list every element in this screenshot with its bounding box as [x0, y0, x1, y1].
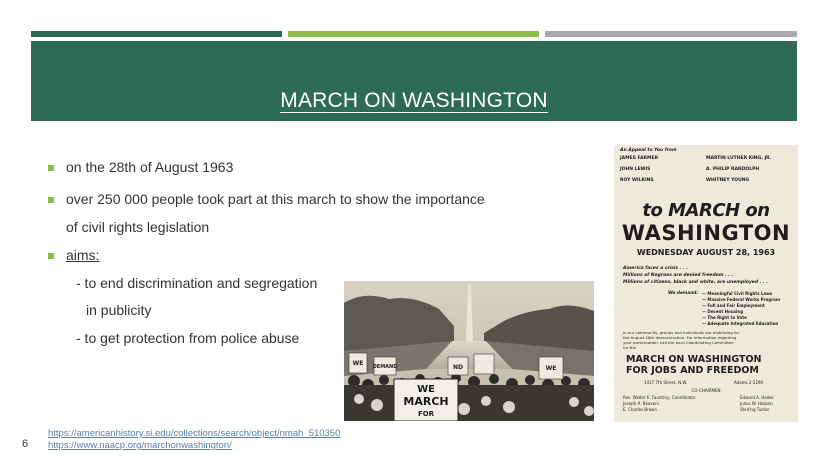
poster-demand-3: — Full and Fair Employment — [702, 303, 765, 308]
aim-discrimination-line2: in publicity — [86, 302, 152, 318]
photo-sign-small-2: DEMAND — [372, 364, 398, 370]
bullet-participants-line2: of civil rights legislation — [66, 219, 210, 235]
poster-community-4: for the — [623, 345, 636, 350]
poster-name-left-2: JOHN LEWIS — [620, 167, 651, 172]
poster-demand-1: — Meaningful Civil Rights Laws — [702, 291, 773, 296]
accent-bar-light-green — [288, 31, 539, 37]
poster-community-3: your participation, call the local Coordinating Committee — [623, 340, 734, 345]
poster-demand-4: — Decent Housing — [702, 309, 744, 314]
poster-demand-label: We demand: — [668, 291, 699, 296]
bullet-participants-line1: over 250 000 people took part at this march to show the importance — [66, 191, 485, 207]
poster-cochairmen: CO-CHAIRMEN — [691, 388, 721, 393]
poster-date: WEDNESDAY AUGUST 28, 1963 — [636, 248, 776, 257]
bullet-aims: aims: — [66, 247, 100, 263]
aim-discrimination-line1: - to end discrimination and segregation — [76, 275, 318, 291]
slide-title-text: MARCH ON WASHINGTON — [280, 89, 548, 112]
page-number: 6 — [22, 438, 29, 450]
poster-community-2: the August 28th demonstration. For information regarding — [623, 335, 737, 340]
bullet-marker — [48, 253, 54, 259]
photo-sign-small-4: WE — [545, 365, 557, 372]
source-links — [48, 428, 340, 452]
aim-police-protection: - to get protection from police abuse — [76, 330, 300, 346]
poster-demand-6: — Adequate Integrated Education — [702, 321, 779, 326]
photo-sign-main-3: FOR — [417, 410, 435, 418]
poster-signature-left-1: Rev. Walter E. Fauntroy, Coordinator — [623, 395, 696, 400]
photo-sign-small-1: WE — [352, 360, 364, 367]
poster-footer-1: MARCH ON WASHINGTON — [626, 354, 762, 365]
poster-signature-left-3: E. Charles Brown — [623, 407, 657, 412]
poster-name-right-1: MARTIN LUTHER KING, JR. — [706, 156, 772, 161]
title-banner — [31, 41, 797, 121]
source-link-naacp[interactable]: https://www.naacp.org/marchonwashington/ — [48, 440, 232, 451]
accent-bar-dark-green — [31, 31, 282, 37]
march-photo — [344, 281, 594, 421]
photo-sign-main-1: WE — [417, 384, 435, 395]
poster-footer-2: FOR JOBS AND FREEDOM — [626, 365, 759, 376]
poster-signature-left-2: Joseph A. Beavers — [623, 401, 659, 406]
poster-name-left-3: ROY WILKINS — [620, 178, 654, 183]
poster-signature-right-2: Julius W. Hobson — [740, 401, 773, 406]
poster-phone: Adams 2-2290 — [734, 380, 764, 385]
march-poster — [614, 145, 798, 422]
poster-appeal: An Appeal to You from — [620, 148, 677, 153]
poster-community-1: In our community, groups and individuals are mobilizing for — [623, 330, 740, 335]
poster-crisis-1: America faces a crisis . . . — [623, 266, 688, 271]
poster-crisis-2: Millions of Negroes are denied freedom . . . — [623, 273, 734, 278]
photo-sign-main-2: MARCH — [403, 395, 449, 408]
poster-headline-1: to MARCH on — [642, 200, 770, 221]
poster-headline-2: WASHINGTON — [621, 221, 791, 245]
poster-name-left-1: JAMES FARMER — [620, 156, 659, 161]
bullet-marker — [48, 165, 54, 171]
bullet-marker — [48, 197, 54, 203]
poster-name-right-2: A. PHILIP RANDOLPH — [706, 167, 760, 172]
accent-bar-gray — [545, 31, 797, 37]
poster-name-right-3: WHITNEY YOUNG — [706, 178, 750, 183]
photo-sign-small-3: ND — [452, 364, 464, 371]
poster-signature-right-3: Sterling Tucker — [740, 407, 770, 412]
source-link-smithsonian[interactable]: https://americanhistory.si.edu/collections/search/object/nmah_510350 — [48, 428, 341, 439]
poster-demand-2: — Massive Federal Works Program — [702, 297, 780, 302]
poster-demand-5: — The Right to Vote — [702, 315, 747, 320]
poster-signature-right-1: Edward A. Hailes — [740, 395, 774, 400]
march-photo-illustration — [344, 281, 594, 421]
bullet-date: on the 28th of August 1963 — [66, 159, 234, 175]
slide-title — [31, 89, 797, 113]
poster-crisis-3: Millions of citizens, black and white, are unemployed . . . — [623, 280, 768, 285]
poster-address: 1417 7th Street, N.W. — [644, 380, 688, 385]
